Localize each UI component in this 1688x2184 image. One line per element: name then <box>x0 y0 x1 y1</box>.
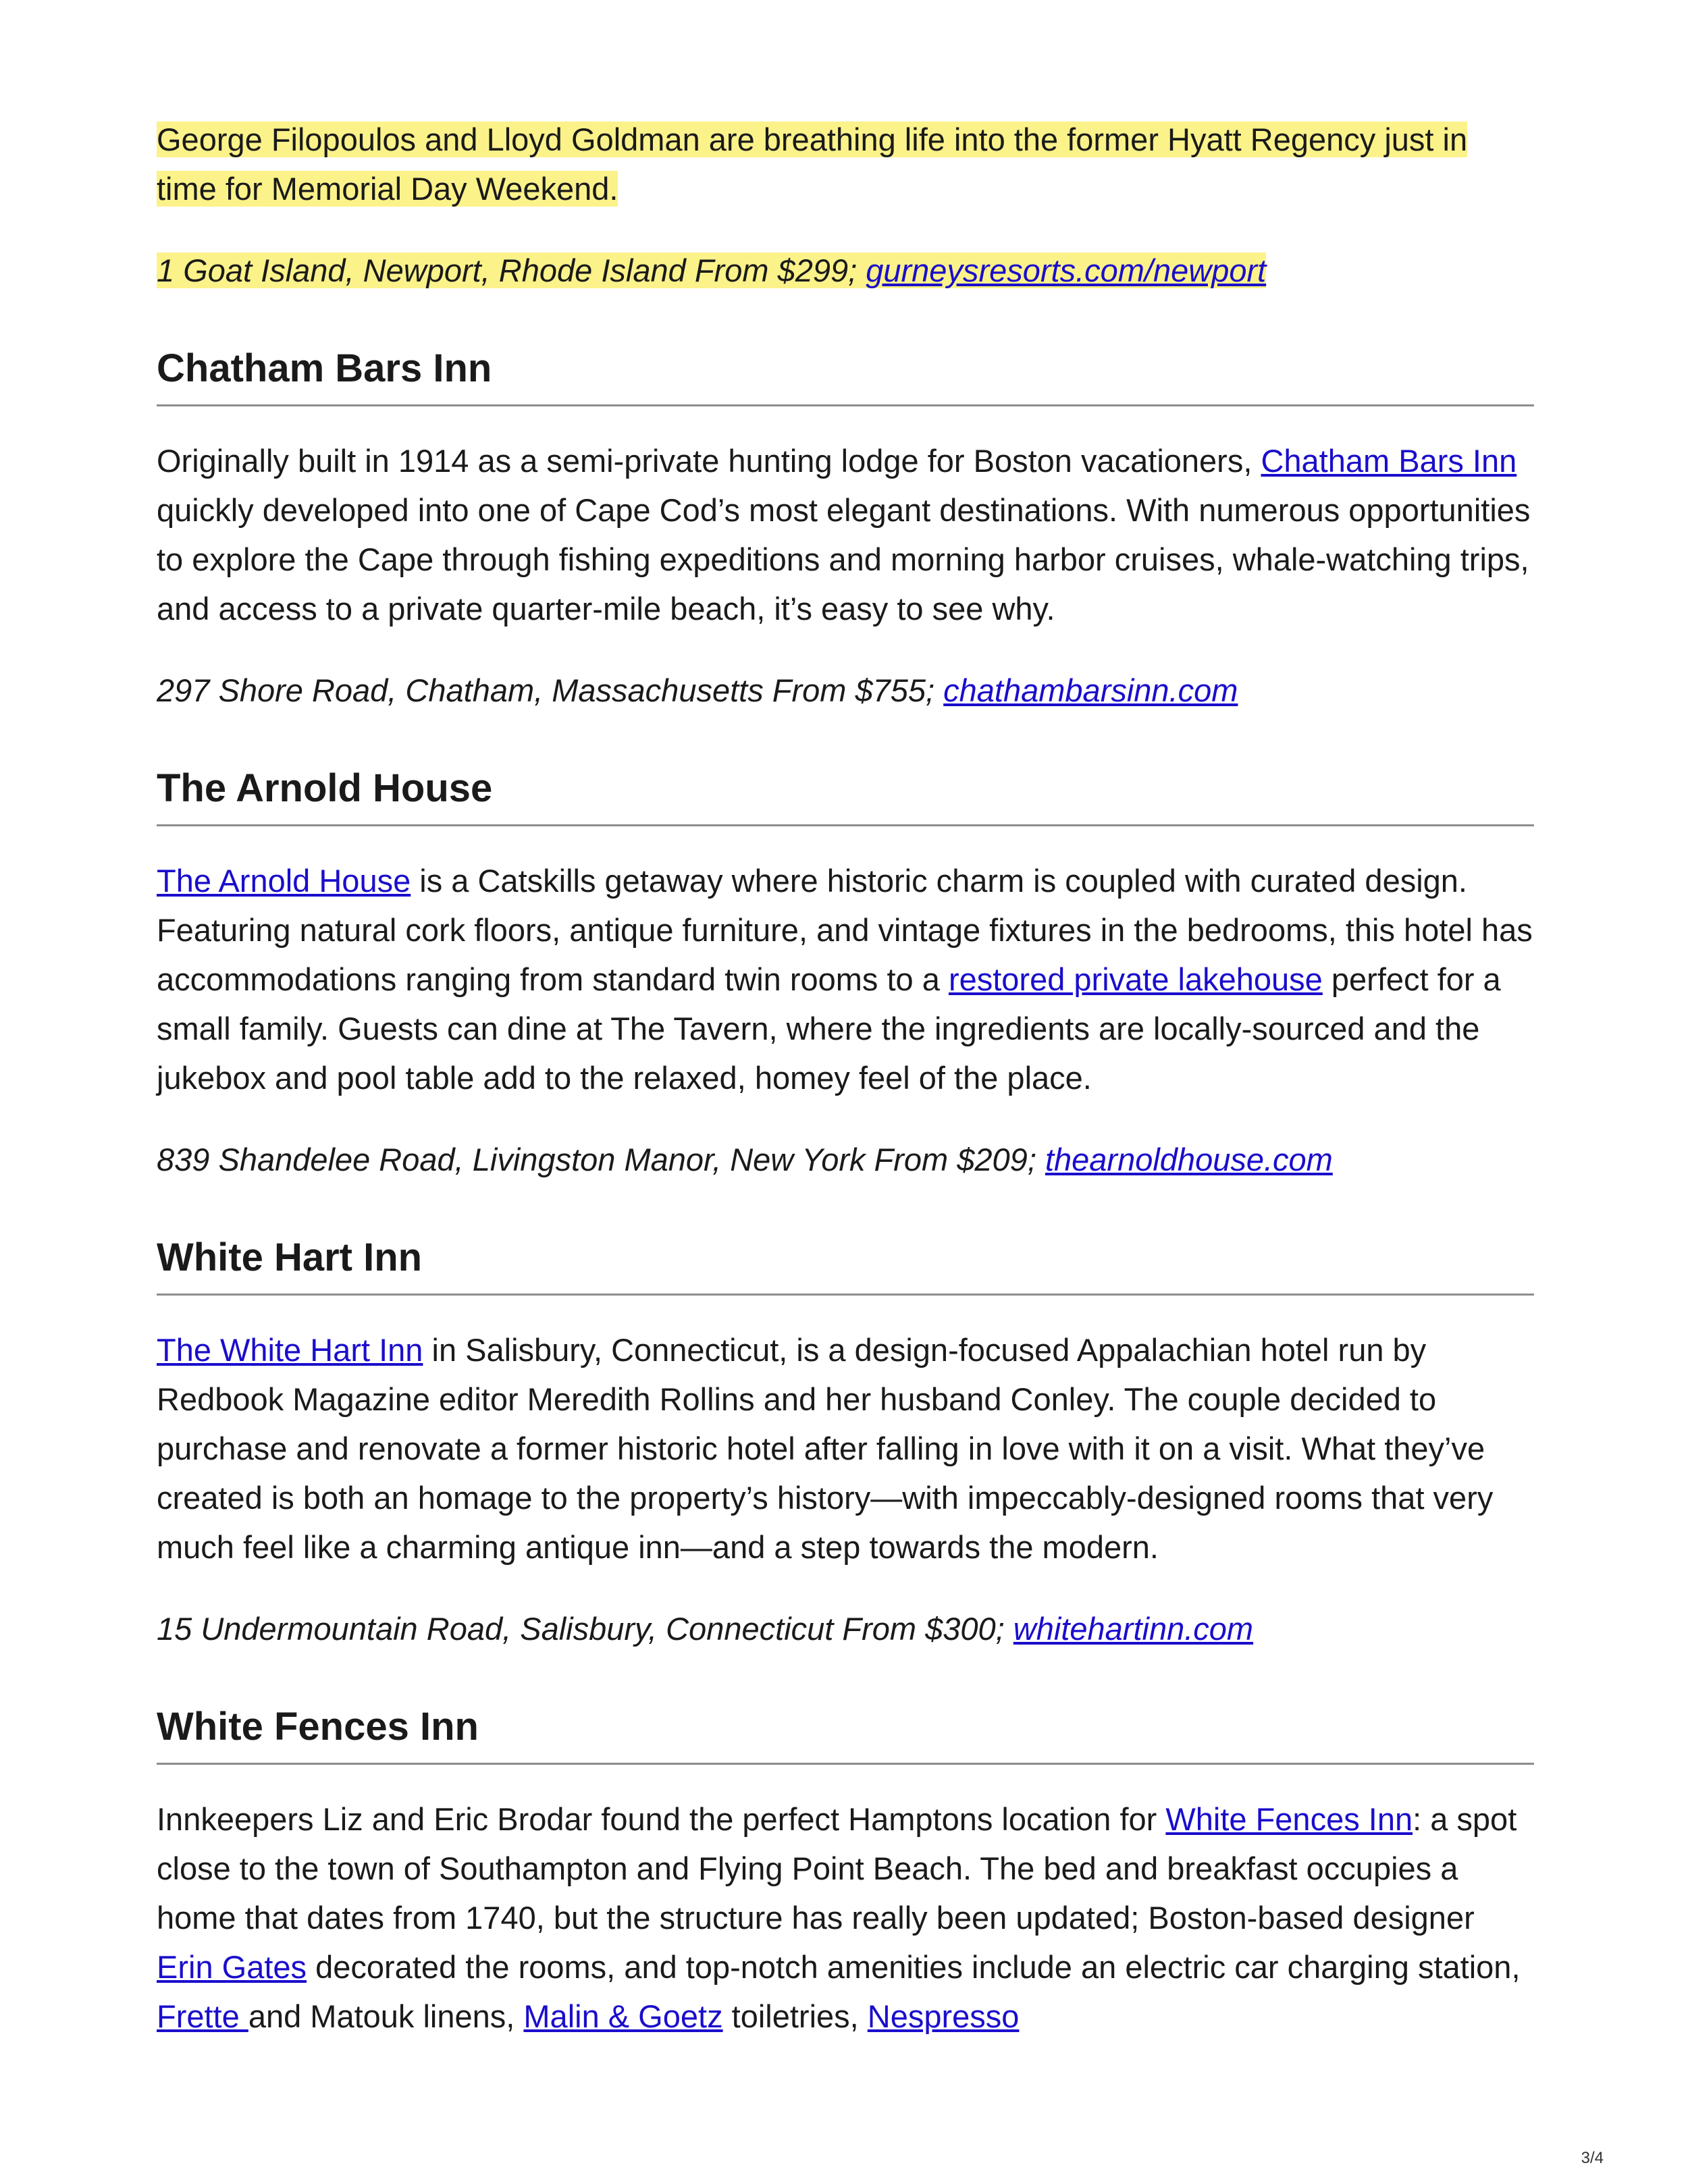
whitehart-paragraph <box>157 1325 1534 1572</box>
white-fences-inn-link[interactable]: White Fences Inn <box>1165 1801 1413 1837</box>
intro-paragraph <box>157 115 1534 213</box>
arnold-text-1: is a Catskills getaway where historic charm is coupled with curated design. Featuring natural cork floors, antique furniture, and vintage fixtures in the bedrooms, this hotel has accommodations ranging from standard twin rooms to a <box>157 863 1533 997</box>
chatham-paragraph <box>157 436 1534 633</box>
chatham-bars-inn-link[interactable]: Chatham Bars Inn <box>1261 443 1517 479</box>
arnold-text-2: perfect for a small family. Guests can dine at The Tavern, where the ingredients are locally-sourced and the jukebox and pool table add to the relaxed, homey feel of the place. <box>157 961 1501 1096</box>
chatham-text-2: quickly developed into one of Cape Cod’s most elegant destinations. With numerous opportunities to explore the Cape through fishing expeditions and morning harbor cruises, whale-watching trips, and access to a private quarter-mile beach, it’s easy to see why. <box>157 492 1531 627</box>
arnold-address-text: 839 Shandelee Road, Livingston Manor, New York From $209; <box>157 1142 1045 1177</box>
whitefences-text-2: : a spot close to the town of Southampton and Flying Point Beach. The bed and breakfast occupies a home that dates from 1740, but the structure has really been updated; Boston-based designer <box>157 1801 1517 1936</box>
arnold-address <box>157 1135 1534 1184</box>
whitehart-text-1: in Salisbury, Connecticut, is a design-focused Appalachian hotel run by Redbook Magazine editor Meredith Rollins and her husband Conley. The couple decided to purchase and renovate a former historic hotel after falling in love with it on a visit. What they’ve created is both an homage to the property’s history—with impeccably-designed rooms that very much feel like a charming antique inn—and a step towards the modern. <box>157 1332 1494 1565</box>
whitehart-address-text: 15 Undermountain Road, Salisbury, Connecticut From $300; <box>157 1611 1013 1647</box>
document-page <box>157 115 1534 2041</box>
chatham-heading: Chatham Bars Inn <box>157 344 1534 406</box>
whitefences-heading: White Fences Inn <box>157 1702 1534 1765</box>
chathambarsinn-link[interactable]: chathambarsinn.com <box>943 672 1238 708</box>
whitefences-text-4: and Matouk linens, <box>248 1998 524 2034</box>
intro-text: George Filopoulos and Lloyd Goldman are breathing life into the former Hyatt Regency just in time for Memorial Day Weekend. <box>157 122 1468 207</box>
thearnoldhouse-link[interactable]: thearnoldhouse.com <box>1045 1142 1333 1177</box>
erin-gates-link[interactable]: Erin Gates <box>157 1949 307 1985</box>
whitefences-paragraph <box>157 1794 1534 2041</box>
whitefences-text-5: toiletries, <box>722 1998 868 2034</box>
nespresso-link[interactable]: Nespresso <box>867 1998 1020 2034</box>
intro-address-text: 1 Goat Island, Newport, Rhode Island From $299; <box>157 252 866 288</box>
frette-link[interactable]: Frette <box>157 1998 248 2034</box>
whitehartinn-link[interactable]: whitehartinn.com <box>1013 1611 1254 1647</box>
intro-address <box>157 246 1534 295</box>
arnold-heading: The Arnold House <box>157 764 1534 826</box>
malin-goetz-link[interactable]: Malin & Goetz <box>523 1998 723 2034</box>
arnold-paragraph <box>157 856 1534 1102</box>
restored-lakehouse-link[interactable]: restored private lakehouse <box>948 961 1323 997</box>
whitefences-text-3: decorated the rooms, and top-notch amenities include an electric car charging station, <box>307 1949 1521 1985</box>
white-hart-inn-link[interactable]: The White Hart Inn <box>157 1332 423 1368</box>
whitehart-address <box>157 1604 1534 1653</box>
arnold-house-link[interactable]: The Arnold House <box>157 863 411 899</box>
chatham-address-text: 297 Shore Road, Chatham, Massachusetts From $755; <box>157 672 944 708</box>
chatham-address <box>157 666 1534 715</box>
page-number: 3/4 <box>1581 2149 1604 2167</box>
whitefences-text-1: Innkeepers Liz and Eric Brodar found the perfect Hamptons location for <box>157 1801 1166 1837</box>
whitehart-heading: White Hart Inn <box>157 1233 1534 1296</box>
gurneys-link[interactable]: gurneysresorts.com/newport <box>866 252 1267 288</box>
chatham-text-1: Originally built in 1914 as a semi-private hunting lodge for Boston vacationers, <box>157 443 1261 479</box>
